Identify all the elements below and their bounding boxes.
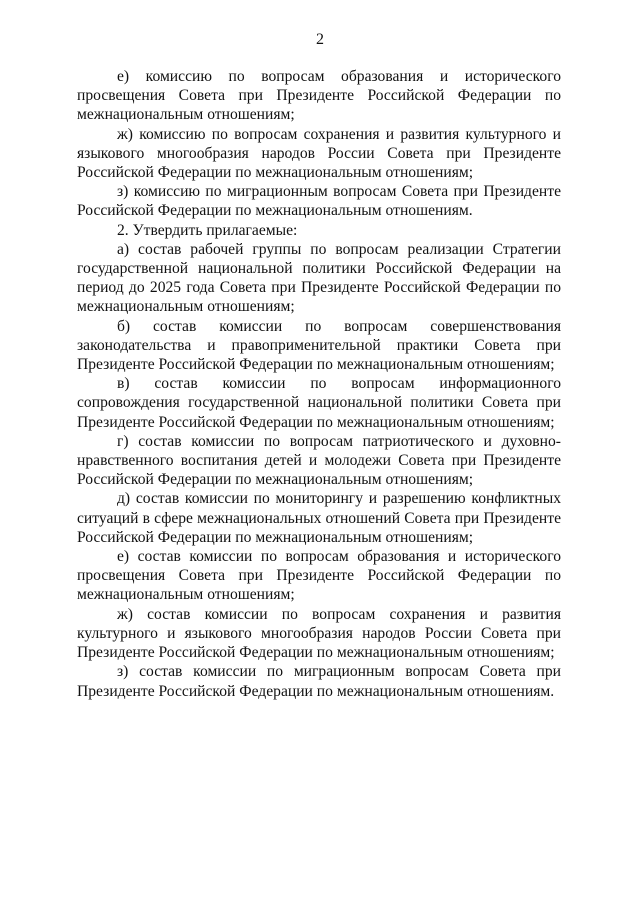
paragraph-composition-zh: ж) состав комиссии по вопросам сохранения и развития культурного и языкового многообразия народов России Совета при Президенте Российской Федерации по межнациональным отношениям; [77, 605, 561, 662]
paragraph-commission-z: з) комиссию по миграционным вопросам Совета при Президенте Российской Федерации по межнациональным отношениям. [77, 183, 561, 220]
paragraph-commission-zh: ж) комиссию по вопросам сохранения и развития культурного и языкового многообразия народов России Совета при Президенте Российской Федерации по межнациональным отношениям; [77, 125, 561, 182]
paragraph-composition-z: з) состав комиссии по миграционным вопросам Совета при Президенте Российской Федерации по межнациональным отношениям. [77, 663, 561, 700]
paragraph-composition-v: в) состав комиссии по вопросам информационного сопровождения государственной национальной политики Совета при Президенте Российской Федерации по межнациональным отношениям; [77, 375, 561, 431]
page-number: 2 [316, 31, 324, 48]
paragraph-commission-e: е) комиссию по вопросам образования и исторического просвещения Совета при Президенте Российской Федерации по межнациональным отношениям; [77, 68, 561, 124]
paragraph-composition-b: б) состав комиссии по вопросам совершенствования законодательства и правоприменительной практики Совета при Президенте Российской Федерации по межнациональным отношениям; [77, 317, 561, 374]
paragraph-composition-d: д) состав комиссии по мониторингу и разрешению конфликтных ситуаций в сфере межнациональных отношений Совета при Президенте Российской Федерации по межнациональным отношениям; [77, 490, 561, 546]
paragraph-item-2-heading: 2. Утвердить прилагаемые: [117, 221, 298, 239]
paragraph-composition-g: г) состав комиссии по вопросам патриотического и духовно-нравственного воспитания детей и молодежи Совета при Президенте Российской Федерации по межнациональным отношениям; [77, 432, 561, 489]
paragraph-composition-e: е) состав комиссии по вопросам образования и исторического просвещения Совета при Президенте Российской Федерации по межнациональным отношениям; [77, 548, 561, 604]
paragraph-composition-a: а) состав рабочей группы по вопросам реализации Стратегии государственной национальной политики Российской Федерации на период до 2025 года Совета при Президенте Российской Федерации по межнациональным отношениям; [77, 240, 561, 316]
document-body [77, 67, 561, 701]
